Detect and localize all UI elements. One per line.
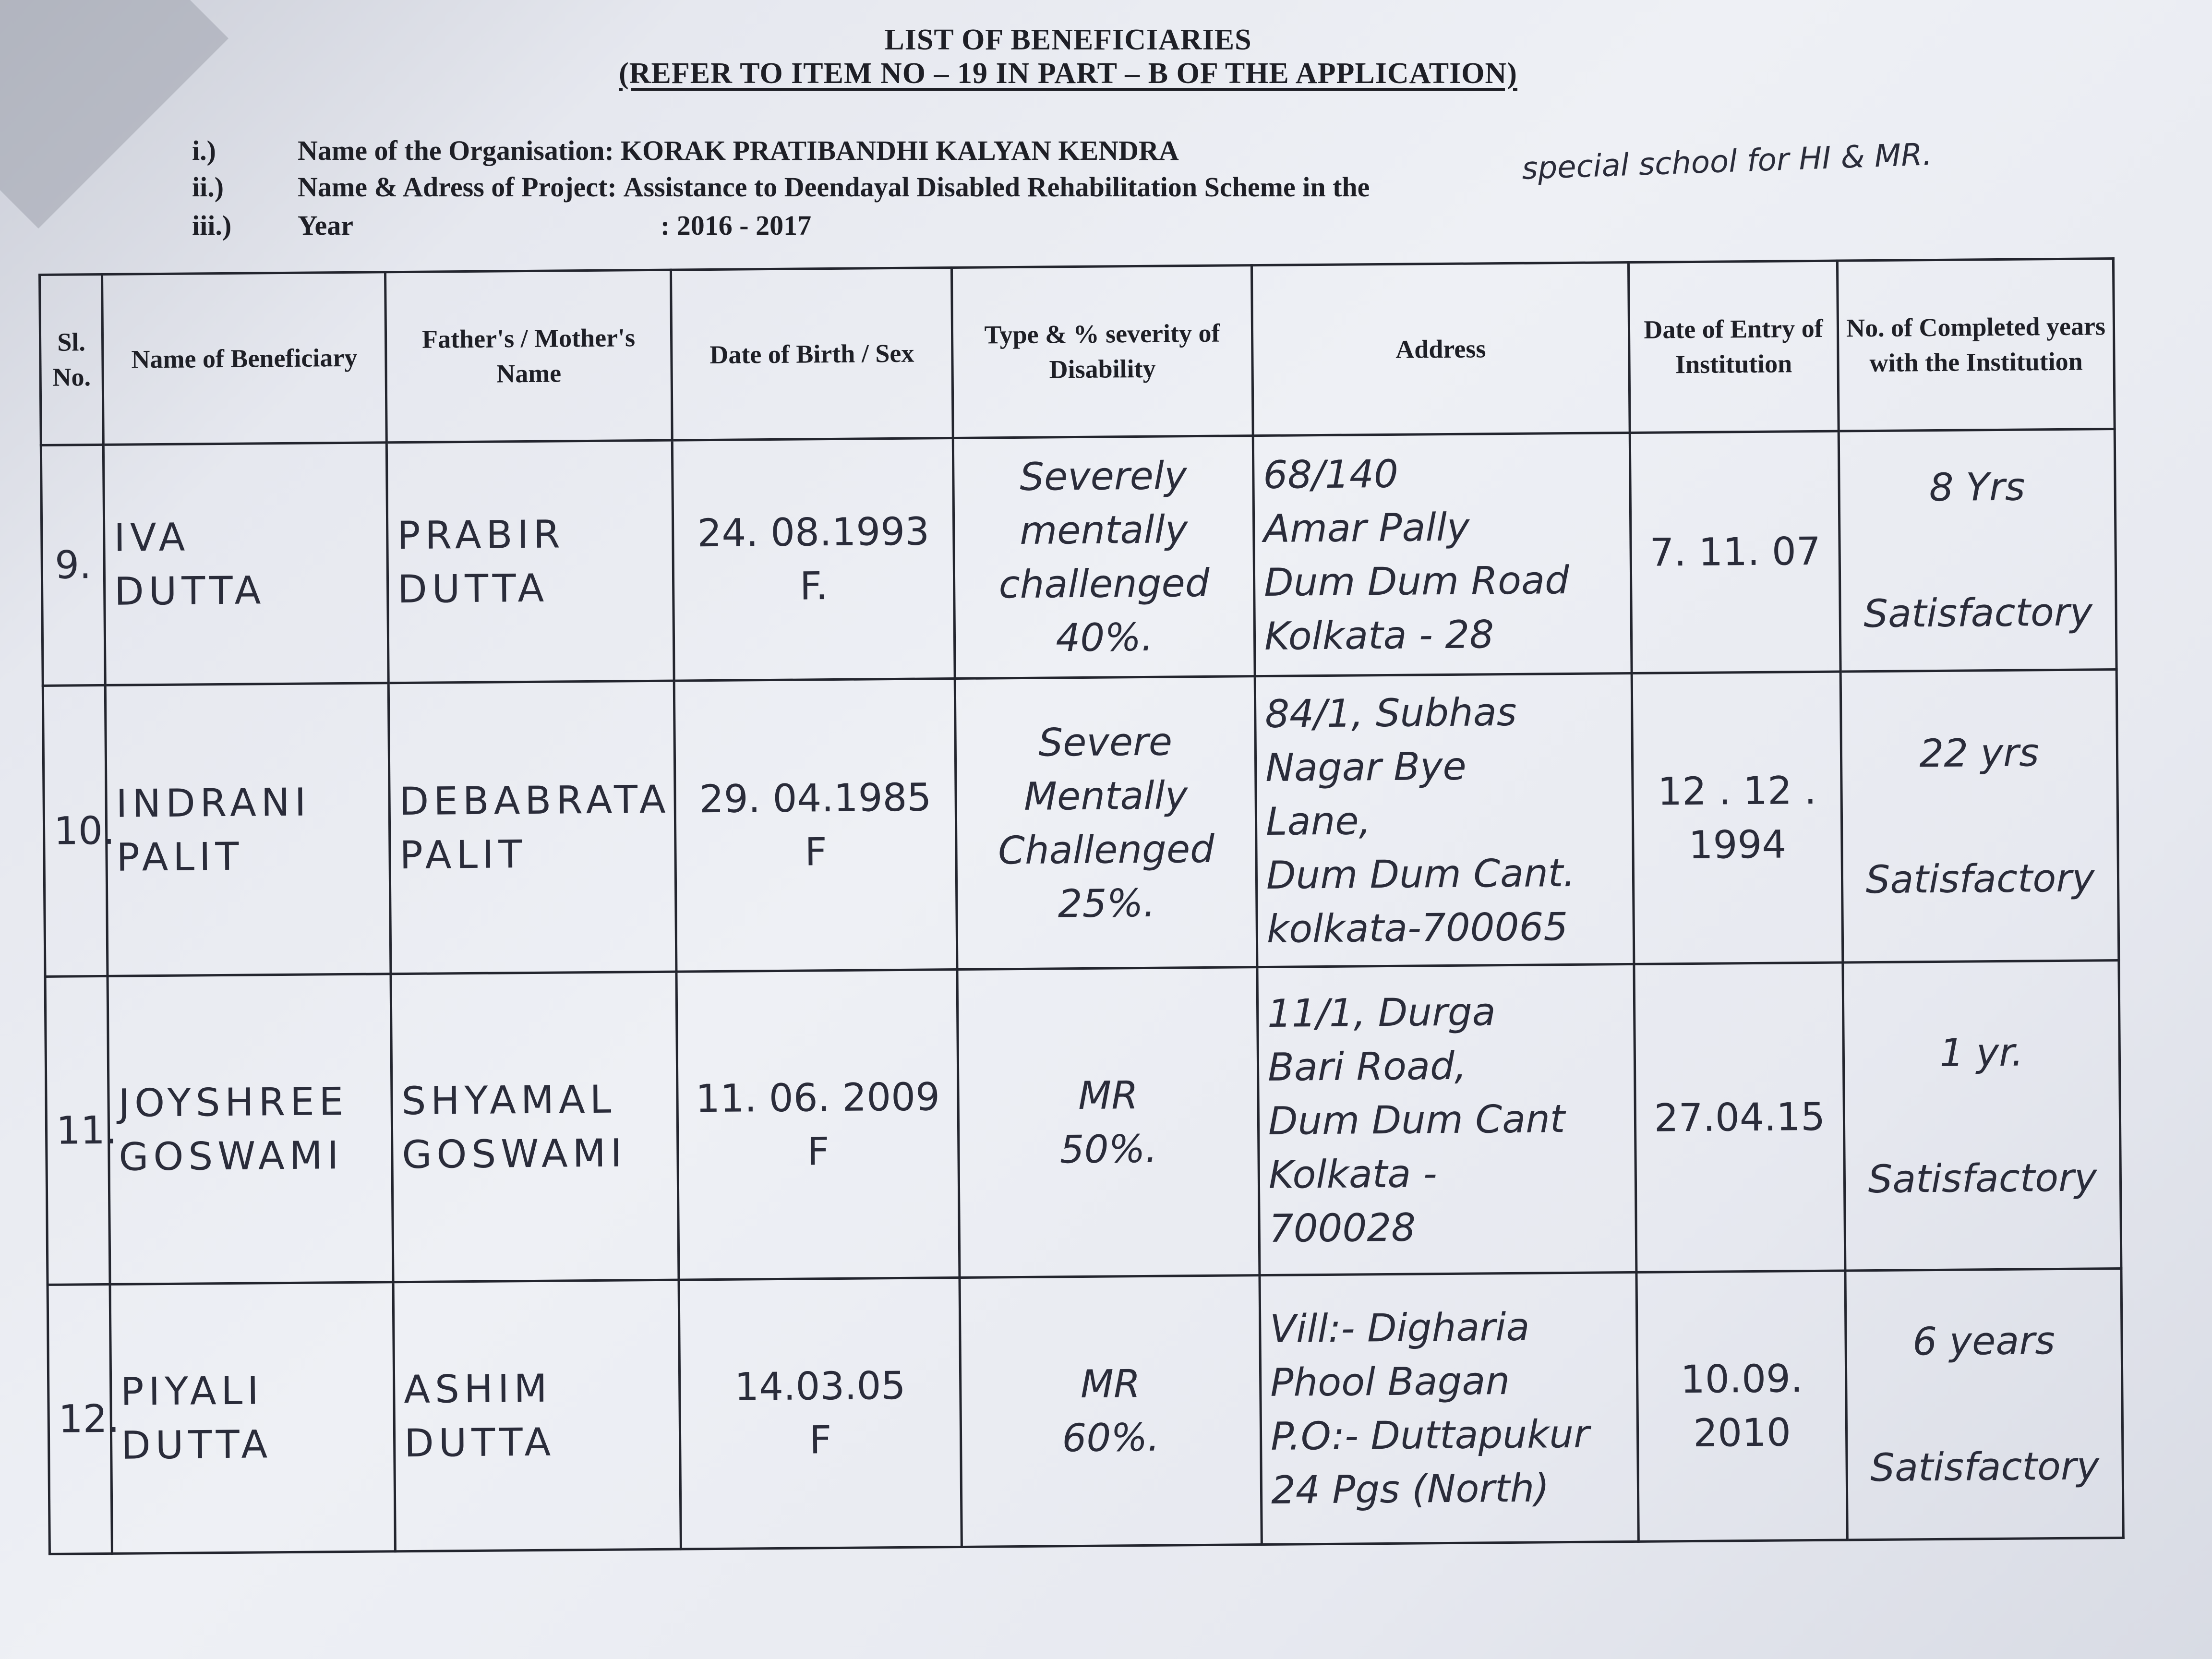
years-value: 6 years [1912, 1318, 2056, 1364]
header-parent: Father's / Mother's Name [385, 270, 672, 443]
cell-years [1845, 1268, 2123, 1540]
cell-dob: 11. 06. 2009 F [676, 970, 960, 1280]
cell-dob: 29. 04.1985 F [674, 679, 957, 972]
meta-number: iii.) [192, 210, 232, 241]
header-address: Address [1251, 262, 1630, 435]
cell-disability: Severely mentally challenged 40%. [953, 436, 1255, 679]
cell-entry-date: 27.04.15 [1634, 962, 1845, 1272]
cell-entry-date: 10.09. 2010 [1636, 1271, 1847, 1542]
cell-disability: MR 60%. [960, 1275, 1262, 1547]
meta-project-handwritten: special school for HI & MR. [1521, 137, 1933, 187]
table-row [48, 1268, 2123, 1554]
cell-dob: 14.03.05 F [679, 1277, 962, 1549]
cell-dob: 24. 08.1993 F. [672, 438, 955, 681]
cell-years [1840, 670, 2119, 963]
cell-address: Vill:- Digharia Phool Bagan P.O:- Duttapukur 24 Pgs (North) [1260, 1272, 1638, 1544]
document-subtitle: (REFER TO ITEM NO – 19 IN PART – B OF THE APPLICATION) [619, 57, 1517, 90]
header-entry-date: Date of Entry of Institution [1628, 261, 1839, 433]
cell-name: PIYALI DUTTA [110, 1282, 395, 1554]
meta-label: Name & Adress of Project: [298, 171, 617, 203]
cell-name: IVA DUTTA [103, 443, 388, 685]
header-years: No. of Completed years with the Institution [1837, 259, 2115, 432]
remark: Satisfactory [1863, 589, 2093, 637]
meta-value: Assistance to Deendayal Disabled Rehabilitation Scheme in the [623, 171, 1370, 203]
header-dob: Date of Birth / Sex [671, 268, 953, 441]
table-row [43, 670, 2119, 977]
years-value: 22 yrs [1919, 730, 2039, 776]
cell-sl: 11. [45, 976, 110, 1285]
meta-label: Year [298, 210, 353, 241]
cell-entry-date: 7. 11. 07 [1630, 431, 1840, 673]
years-value: 1 yr. [1939, 1030, 2024, 1075]
table-header-row [40, 259, 2115, 445]
header-name: Name of Beneficiary [102, 272, 387, 445]
meta-number: ii.) [192, 171, 224, 203]
meta-value: KORAK PRATIBANDHI KALYAN KENDRA [620, 135, 1179, 166]
cell-disability: Severe Mentally Challenged 25%. [955, 676, 1257, 970]
meta-number: i.) [192, 135, 216, 166]
header-disability: Type & % severity of Disability [951, 265, 1253, 438]
cell-name: JOYSHREE GOSWAMI [108, 974, 393, 1284]
meta-label: Name of the Organisation: [298, 135, 614, 166]
remark: Satisfactory [1870, 1443, 2100, 1490]
cell-entry-date: 12 . 12 . 1994 [1632, 672, 1843, 964]
cell-name: INDRANI PALIT [105, 683, 391, 976]
cell-sl: 9. [41, 445, 105, 685]
cell-address: 11/1, Durga Bari Road, Dum Dum Cant Kolkata - 700028 [1257, 964, 1636, 1275]
remark: Satisfactory [1868, 1154, 2097, 1202]
table-row [45, 961, 2121, 1285]
table-row [41, 429, 2116, 686]
cell-address: 84/1, Subhas Nagar Bye Lane, Dum Dum Cant. kolkata-700065 [1255, 673, 1634, 967]
remark: Satisfactory [1865, 855, 2095, 902]
cell-address: 68/140 Amar Pally Dum Dum Road Kolkata - 28 [1253, 433, 1632, 676]
cell-parent: SHYAMAL GOSWAMI [391, 972, 679, 1282]
cell-parent: ASHIM DUTTA [393, 1280, 681, 1551]
cell-sl: 10. [43, 685, 108, 977]
cell-parent: DEBABRATA PALIT [388, 681, 676, 974]
cell-years [1839, 429, 2116, 672]
cell-sl: 12. [48, 1284, 112, 1554]
cell-parent: PRABIR DUTTA [386, 440, 674, 683]
meta-value: : 2016 - 2017 [660, 210, 812, 241]
cell-years [1843, 961, 2121, 1271]
years-value: 8 Yrs [1929, 464, 2025, 510]
document-title: LIST OF BENEFICIARIES [884, 24, 1252, 56]
beneficiaries-table [38, 257, 2125, 1555]
cell-disability: MR 50%. [957, 967, 1260, 1277]
header-sl-no: Sl. No. [40, 274, 104, 445]
